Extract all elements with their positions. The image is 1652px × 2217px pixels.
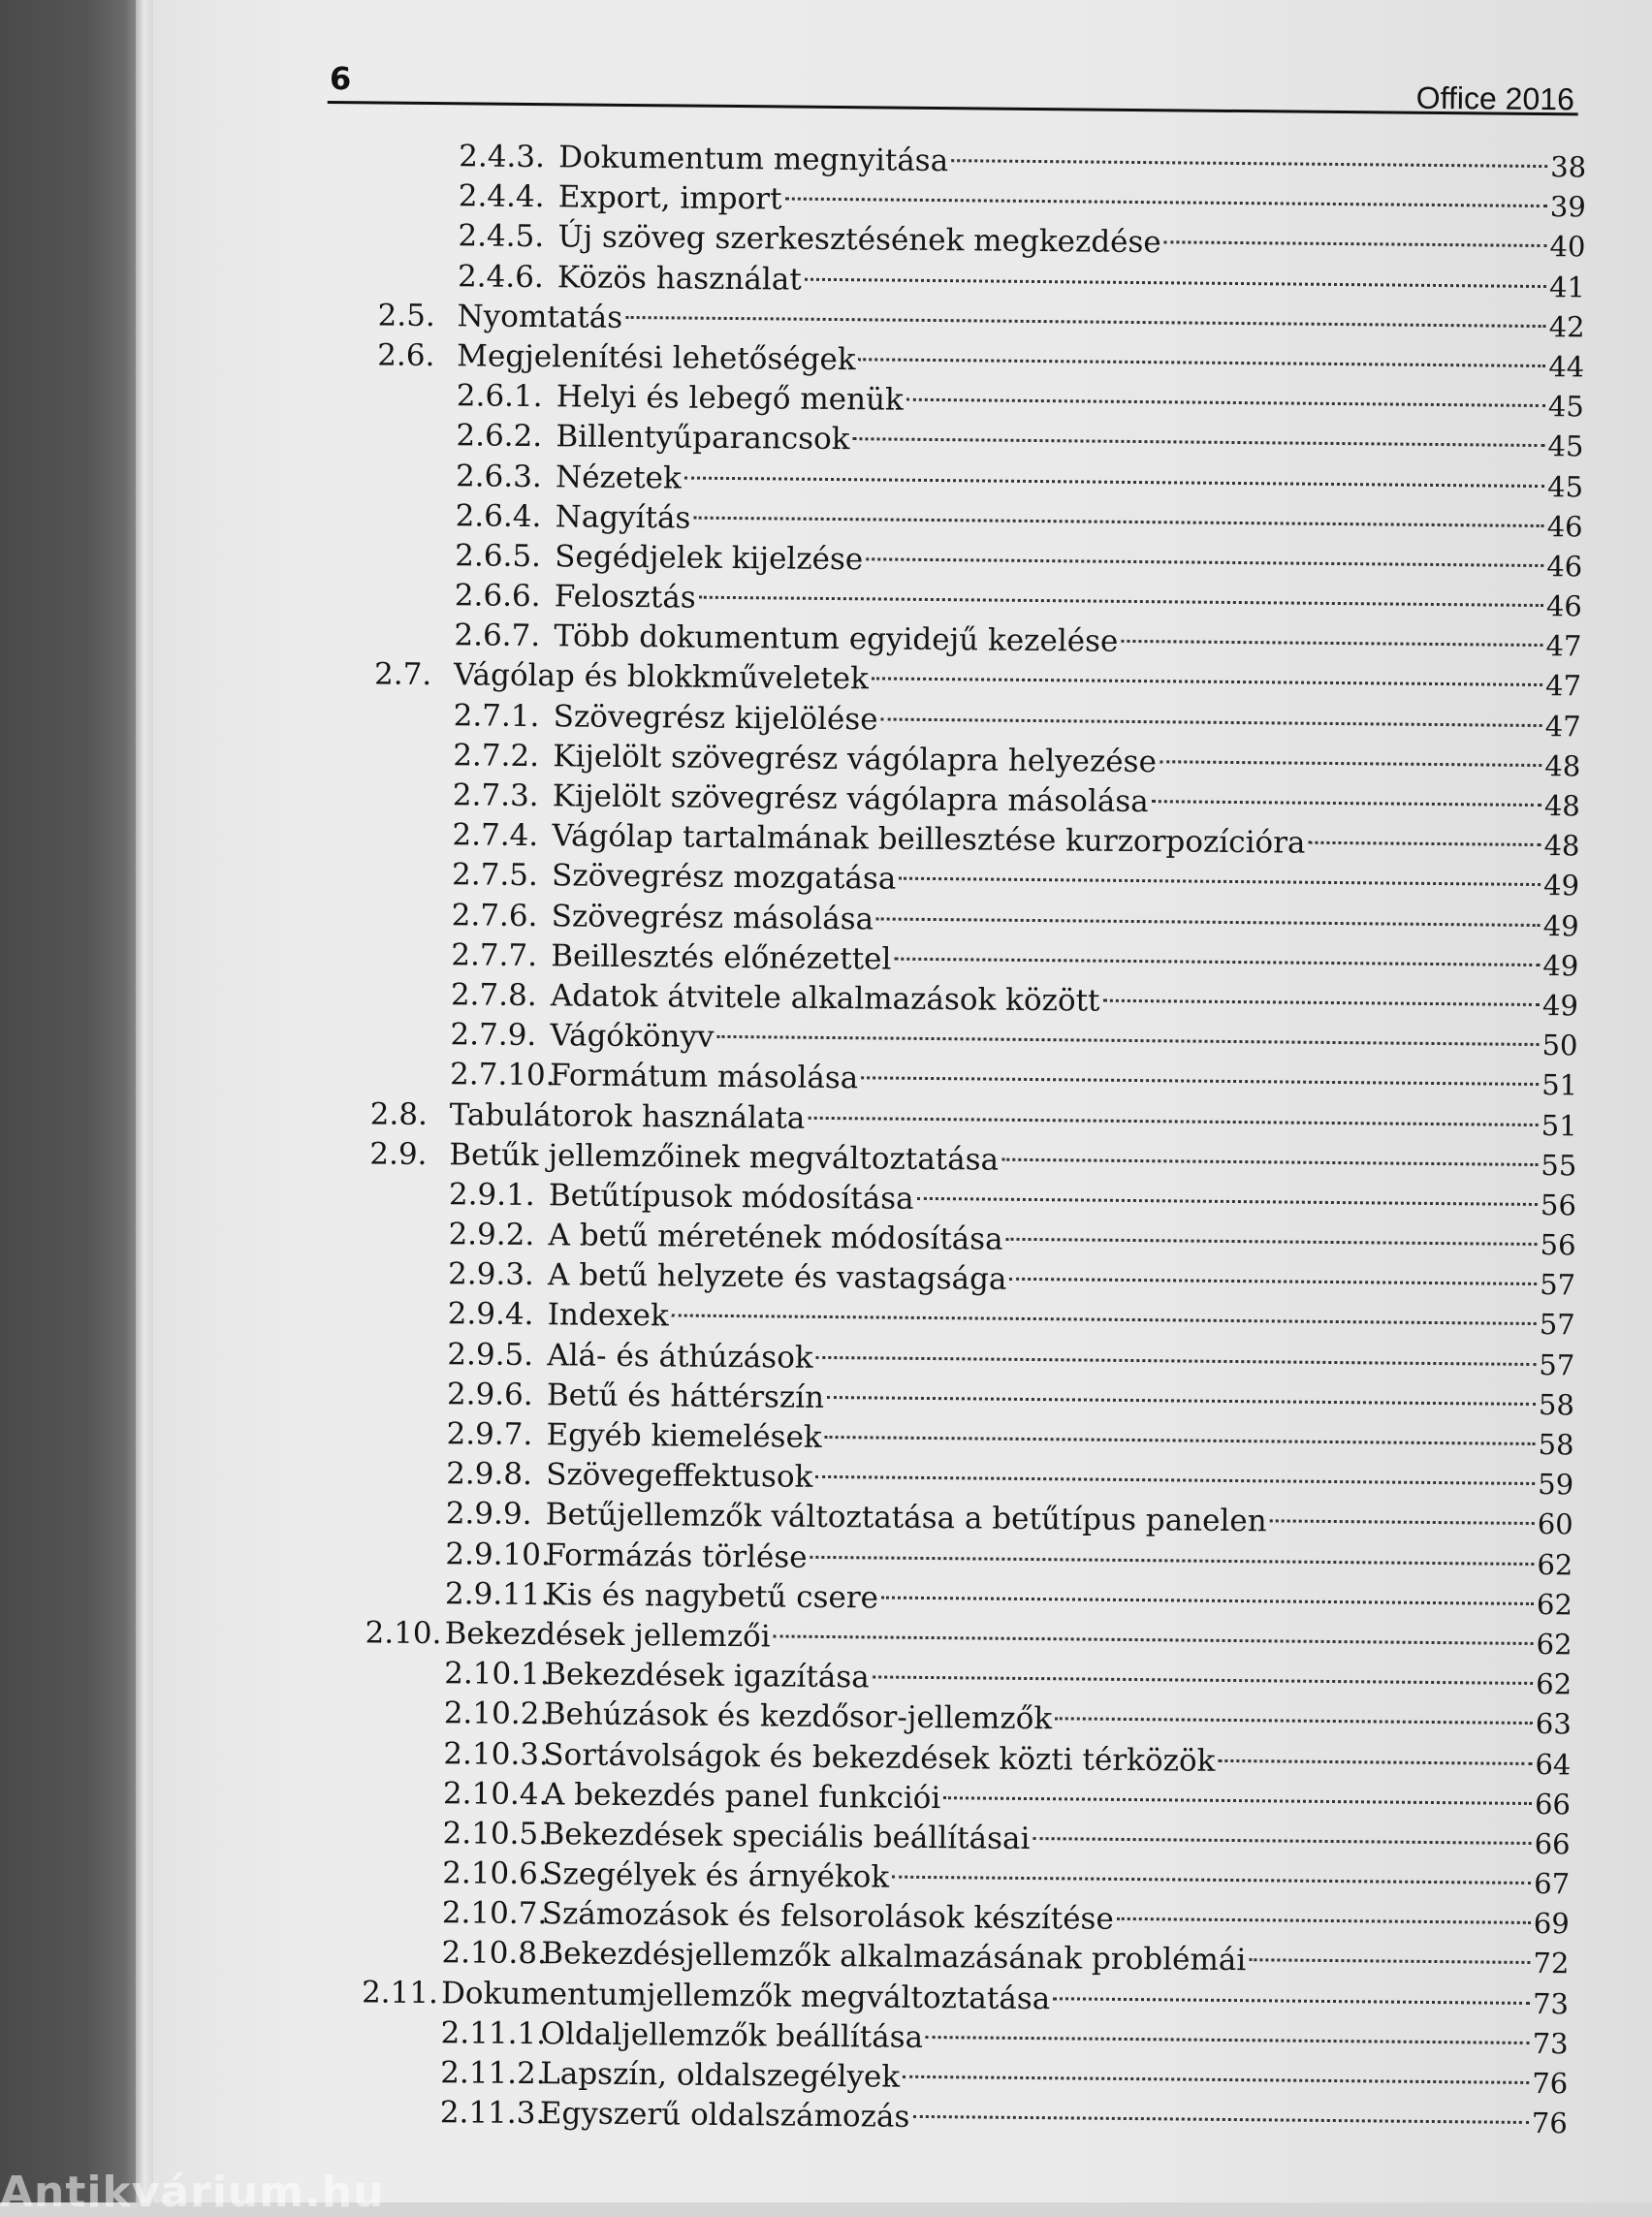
- toc-entry-number: 2.7.9.: [450, 1017, 537, 1054]
- toc-entry-page: 66: [1534, 1826, 1571, 1861]
- toc-entry-title: Nagyítás: [555, 498, 691, 536]
- toc-entry-title: Bekezdésjellemzők alkalmazásának problémái: [541, 1936, 1247, 1979]
- toc-entry-number: 2.7.2.: [453, 738, 540, 774]
- toc-leader-dots: [1308, 802, 1541, 846]
- toc-entry-page: 58: [1538, 1387, 1575, 1422]
- toc-entry-title: Indexek: [547, 1297, 669, 1334]
- toc-entry-title: Szövegrész másolása: [551, 898, 874, 936]
- toc-entry-number: 2.7.8.: [450, 977, 537, 1014]
- toc-entry-number: 2.7.3.: [452, 777, 539, 814]
- toc-leader-dots: [912, 2075, 1529, 2124]
- toc-entry-title: Egyszerű oldalszámozás: [539, 2096, 910, 2136]
- toc-entry-number: 2.6.2.: [456, 418, 543, 455]
- toc-entry-page: 62: [1536, 1587, 1573, 1622]
- toc-entry-title: Betűk jellemzőinek megváltoztatása: [449, 1136, 1000, 1178]
- toc-entry-title: Behúzások és kezdősor-jellemzők: [543, 1696, 1053, 1737]
- toc-entry-title: Vágókönyv: [550, 1018, 715, 1055]
- toc-entry-page: 46: [1546, 549, 1583, 584]
- toc-entry-page: 41: [1548, 269, 1586, 304]
- toc-leader-dots: [1160, 720, 1542, 767]
- toc-entry-title: Alá- és áthúzások: [547, 1337, 813, 1376]
- toc-leader-dots: [1164, 202, 1547, 248]
- toc-entry-page: 57: [1539, 1308, 1575, 1342]
- toc-entry-number: 2.7.7.: [451, 936, 538, 973]
- toc-entry-number: 2.4.3.: [459, 139, 546, 175]
- toc-entry-page: 51: [1541, 1108, 1577, 1142]
- toc-entry-page: 57: [1539, 1347, 1575, 1382]
- header-rule: [328, 101, 1578, 115]
- toc-entry-page: 67: [1534, 1867, 1571, 1901]
- toc-entry-page: 62: [1537, 1547, 1573, 1581]
- toc-leader-dots: [815, 1436, 1535, 1485]
- toc-entry-number: 2.6.: [377, 337, 435, 373]
- toc-entry-title: Szegélyek és árnyékok: [542, 1856, 890, 1895]
- toc-entry-title: A betű helyzete és vastagsága: [547, 1257, 1007, 1298]
- toc-entry-title: Export, import: [557, 179, 782, 217]
- toc-entry-title: Betűtípusok módosítása: [548, 1178, 914, 1217]
- toc-leader-dots: [943, 1757, 1532, 1805]
- toc-leader-dots: [1270, 1480, 1536, 1526]
- toc-entry-number: 2.11.1.: [440, 2015, 547, 2052]
- toc-entry-number: 2.9.8.: [446, 1456, 533, 1493]
- toc-entry-title: Beillesztés előnézettel: [551, 937, 892, 977]
- toc-entry-page: 56: [1540, 1188, 1577, 1222]
- toc-entry-number: 2.9.1.: [448, 1177, 535, 1213]
- toc-entry-page: 73: [1532, 1986, 1570, 2020]
- toc-entry-page: 48: [1543, 789, 1581, 823]
- toc-entry-title: Bekezdések jellemzői: [444, 1616, 771, 1655]
- toc-entry-number: 2.10.3.: [443, 1735, 550, 1772]
- toc-entry-page: 46: [1545, 589, 1582, 623]
- toc-entry-title: Nyomtatás: [457, 299, 623, 335]
- toc-entry-page: 45: [1546, 469, 1584, 503]
- toc-entry-number: 2.7.10.: [449, 1057, 556, 1093]
- toc-entry-title: Vágólap és blokkműveletek: [453, 657, 870, 697]
- toc-entry-title: Közös használat: [556, 259, 802, 298]
- toc-entry-title: Szövegrész mozgatása: [551, 858, 897, 898]
- watermark: Antikvárium.hu: [0, 2168, 385, 2217]
- toc-entry-number: 2.6.7.: [454, 618, 541, 654]
- toc-entry-page: 57: [1540, 1268, 1576, 1302]
- toc-entry-page: 60: [1537, 1507, 1573, 1541]
- toc-entry-number: 2.4.5.: [458, 218, 545, 255]
- toc-entry-number: 2.7.5.: [451, 857, 539, 894]
- toc-entry-number: 2.9.10.: [445, 1536, 552, 1572]
- toc-entry-page: 72: [1533, 1947, 1570, 1980]
- toc-entry-number: 2.10.7.: [441, 1895, 548, 1932]
- toc-entry-page: 49: [1542, 869, 1580, 903]
- toc-entry-number: 2.11.: [361, 1975, 439, 2011]
- toc-entry-number: 2.4.6.: [457, 258, 544, 295]
- toc-entry-page: 46: [1546, 509, 1583, 544]
- toc-entry-page: 56: [1540, 1228, 1576, 1262]
- toc-entry-number: 2.6.3.: [455, 458, 542, 494]
- toc-entry-number: 2.6.4.: [455, 497, 542, 534]
- toc-entry-title: Szövegrész kijelölése: [553, 698, 878, 738]
- toc-entry-title: Oldaljellemzők beállítása: [540, 2015, 924, 2055]
- toc-entry-number: 2.6.6.: [454, 578, 541, 615]
- toc-entry-page: 69: [1533, 1907, 1570, 1941]
- toc-entry-page: 55: [1541, 1148, 1577, 1183]
- toc-entry-page: 45: [1547, 390, 1584, 424]
- toc-leader-dots: [1117, 1878, 1532, 1924]
- toc-entry-number: 2.7.4.: [452, 817, 539, 854]
- toc-entry-title: Adatok átvitele alkalmazások között: [550, 978, 1100, 1019]
- toc-entry-number: 2.9.11.: [444, 1575, 551, 1613]
- toc-entry-title: Szövegeffektusok: [546, 1457, 813, 1496]
- toc-entry-title: Formátum másolása: [549, 1058, 859, 1096]
- toc-entry-number: 2.10.8.: [441, 1935, 548, 1972]
- toc-entry-number: 2.6.1.: [456, 378, 543, 415]
- toc-leader-dots: [1249, 1919, 1531, 1965]
- toc-entry-page: 45: [1547, 429, 1584, 463]
- toc-entry-number: 2.7.1.: [453, 697, 540, 734]
- toc-entry-page: 76: [1532, 2067, 1569, 2101]
- toc-entry-page: 44: [1548, 350, 1585, 384]
- toc-entry-page: 47: [1544, 709, 1581, 744]
- toc-entry-page: 66: [1534, 1787, 1572, 1821]
- toc-entry-page: 73: [1532, 2026, 1569, 2061]
- toc-entry-title: Billentyűparancsok: [556, 419, 850, 458]
- toc-entry-page: 76: [1531, 2106, 1568, 2140]
- toc-entry: [361, 2079, 1568, 2140]
- toc-entry-page: 59: [1538, 1468, 1574, 1502]
- toc-entry-page: 39: [1549, 190, 1586, 224]
- toc-entry-page: 58: [1538, 1428, 1574, 1462]
- toc-entry-title: Kis és nagybetű csere: [544, 1576, 879, 1616]
- toc-entry-title: Betű és háttérszín: [546, 1378, 825, 1415]
- toc-entry-number: 2.9.2.: [448, 1217, 535, 1253]
- toc-entry-title: Nézetek: [555, 459, 682, 496]
- toc-entry-title: Betűjellemzők változtatása a betűtípus panelen: [545, 1497, 1267, 1539]
- toc-leader-dots: [1218, 1719, 1533, 1764]
- toc-entry-page: 64: [1535, 1747, 1572, 1781]
- toc-leader-dots: [808, 1076, 1539, 1125]
- toc-entry-title: Tabulátorok használata: [449, 1096, 806, 1136]
- toc-entry-number: 2.10.1.: [444, 1656, 550, 1693]
- page-number: 6: [329, 60, 352, 98]
- toc-entry-number: 2.5.: [377, 298, 435, 333]
- toc-entry-number: 2.6.5.: [455, 538, 542, 574]
- toc-entry-number: 2.9.9.: [445, 1496, 532, 1533]
- toc-entry-number: 2.9.3.: [447, 1256, 535, 1293]
- toc-entry-number: 2.10.: [365, 1615, 442, 1652]
- toc-entry-page: 49: [1542, 908, 1579, 942]
- toc-leader-dots: [881, 678, 1543, 727]
- toc-entry-page: 49: [1541, 988, 1579, 1023]
- toc-entry-title: A bekezdés panel funkciói: [542, 1776, 941, 1816]
- toc-leader-dots: [1055, 1678, 1533, 1726]
- toc-entry-number: 2.9.7.: [446, 1416, 533, 1453]
- table-of-contents: [361, 122, 1587, 2140]
- toc-entry-title: Felosztás: [554, 579, 696, 616]
- toc-entry-title: Megjelenítési lehetőségek: [457, 338, 856, 378]
- toc-entry-title: Számozások és felsorolások készítése: [541, 1896, 1114, 1938]
- toc-entry-number: 2.7.6.: [451, 897, 538, 934]
- toc-entry-number: 2.9.: [369, 1136, 428, 1172]
- toc-entry-page: 63: [1535, 1707, 1572, 1741]
- toc-entry-number: 2.9.6.: [446, 1377, 533, 1412]
- toc-leader-dots: [785, 158, 1548, 208]
- toc-entry-page: 62: [1536, 1627, 1573, 1662]
- toc-entry-title: Bekezdések speciális beállításai: [542, 1817, 1031, 1856]
- toc-entry-page: 40: [1549, 230, 1586, 264]
- toc-entry-page: 48: [1543, 829, 1580, 863]
- toc-entry-page: 51: [1541, 1068, 1578, 1102]
- toc-entry-title: Kijelölt szövegrész vágólapra helyezése: [553, 739, 1158, 780]
- toc-entry-title: Vágólap tartalmának beillesztése kurzorpozícióra: [552, 818, 1306, 861]
- toc-entry-title: Dokumentum megnyitása: [558, 140, 949, 179]
- toc-entry-page: 42: [1548, 309, 1585, 344]
- running-header-title: Office 2016: [1415, 79, 1575, 117]
- toc-entry-number: 2.10.2.: [443, 1695, 550, 1732]
- toc-entry-page: 38: [1550, 150, 1587, 184]
- toc-leader-dots: [894, 917, 1540, 966]
- toc-entry-title: Segédjelek kijelzése: [555, 539, 864, 578]
- toc-entry-title: Új szöveg szerkesztésének megkezdése: [557, 219, 1161, 261]
- toc-entry-number: 2.10.5.: [442, 1816, 549, 1853]
- toc-entry-number: 2.10.4.: [442, 1775, 549, 1812]
- toc-entry-page: 50: [1541, 1029, 1578, 1062]
- toc-entry-page: 47: [1545, 629, 1582, 663]
- toc-entry-number: 2.8.: [369, 1095, 429, 1132]
- toc-entry-number: 2.10.6.: [442, 1855, 548, 1892]
- toc-entry-title: Több dokumentum egyidejű kezelése: [554, 618, 1119, 660]
- toc-entry-title: Kijelölt szövegrész vágólapra másolása: [552, 778, 1149, 820]
- toc-entry-title: Bekezdések igazítása: [544, 1657, 870, 1695]
- toc-entry-title: Egyéb kiemelések: [546, 1417, 822, 1455]
- toc-entry-page: 48: [1544, 748, 1581, 783]
- toc-entry-title: A betű méretének módosítása: [548, 1218, 1003, 1257]
- toc-entry-number: 2.4.4.: [458, 178, 545, 215]
- toc-entry-number: 2.11.2.: [440, 2055, 546, 2092]
- toc-entry-title: Sortávolságok és bekezdések közti térközök: [543, 1736, 1216, 1779]
- toc-entry-number: 2.9.4.: [447, 1296, 534, 1333]
- toc-entry-title: Dokumentumjellemzők megváltoztatása: [440, 1975, 1051, 2016]
- toc-entry-page: 49: [1542, 948, 1579, 983]
- toc-entry-title: Formázás törlése: [545, 1536, 808, 1575]
- toc-leader-dots: [873, 1636, 1534, 1686]
- toc-entry-title: Helyi és lebegő menük: [556, 379, 904, 418]
- toc-entry-number: 2.11.3.: [439, 2095, 546, 2132]
- toc-entry-number: 2.7.: [373, 656, 432, 693]
- toc-entry-page: 62: [1536, 1667, 1573, 1701]
- toc-leader-dots: [1152, 760, 1542, 807]
- toc-leader-dots: [892, 1836, 1532, 1884]
- toc-entry-number: 2.9.5.: [447, 1336, 534, 1373]
- toc-entry-title: Lapszín, oldalszegélyek: [540, 2056, 901, 2095]
- toc-entry-page: 47: [1544, 669, 1582, 703]
